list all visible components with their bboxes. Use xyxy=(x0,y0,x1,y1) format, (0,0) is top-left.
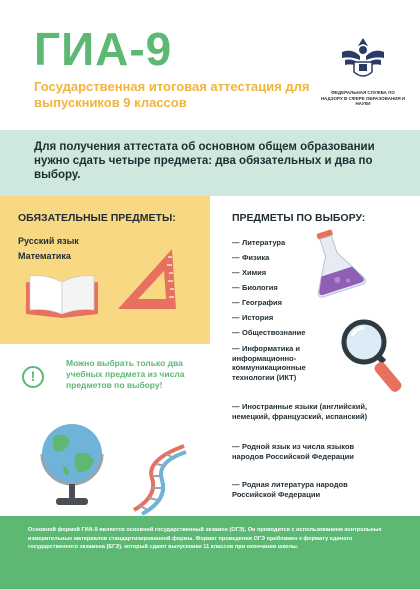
magnifier-icon xyxy=(338,316,404,402)
optional-item: — Биология xyxy=(232,283,278,292)
ruler-icon xyxy=(112,245,182,315)
optional-item: — Иностранные языки (английский, немецкий, французский, испанский) xyxy=(232,402,368,421)
dna-icon xyxy=(128,440,190,516)
intro-text: Для получения аттестата об основном общем образовании нужно сдать четыре предмета: два обязательных и два по выбору. xyxy=(34,141,375,181)
logo-text: ФЕДЕРАЛЬНАЯ СЛУЖБА ПО НАДЗОРУ В СФЕРЕ ОБРАЗОВАНИЯ И НАУКИ xyxy=(320,90,406,106)
optional-item: — География xyxy=(232,298,283,307)
optional-item: — Родной язык из числа языков народов Российской Федерации xyxy=(232,442,355,461)
exclamation-icon: ! xyxy=(22,366,44,388)
optional-item: — Обществознание xyxy=(232,328,306,337)
page-subtitle: Государственная итоговая аттестация для выпускников 9 классов xyxy=(34,79,310,110)
logo-emblem xyxy=(338,34,388,84)
optional-item: — Химия xyxy=(232,268,267,277)
flask-icon xyxy=(298,228,370,298)
note-text: Можно выбрать только два учебных предмета из числа предметов по выбору! xyxy=(66,358,185,390)
optional-item: — Информатика и информационно-коммуникационные технологии (ИКТ) xyxy=(232,344,306,382)
optional-item: — Родная литература народов Российской Федерации xyxy=(232,480,348,499)
mandatory-item: Русский язык xyxy=(18,236,79,246)
mandatory-item: Математика xyxy=(18,251,71,261)
globe-icon xyxy=(34,414,114,510)
optional-heading: ПРЕДМЕТЫ ПО ВЫБОРУ: xyxy=(232,212,366,224)
mandatory-heading: ОБЯЗАТЕЛЬНЫЕ ПРЕДМЕТЫ: xyxy=(18,212,176,224)
book-icon xyxy=(22,268,102,320)
optional-item: — История xyxy=(232,313,274,322)
optional-item: — Физика xyxy=(232,253,270,262)
footer-text: Основной формой ГИА-9 является основной государственный экзамен (ОГЭ). Он проводится с использованием контрольных измерительных материалов стандартизированной формы. Формат проведения ОГЭ приближен к формату единого государственного экзамена (ЕГЭ), который сдают выпускники 11 классов при окончании школы. xyxy=(28,527,382,550)
optional-item: — Литература xyxy=(232,238,286,247)
page-title: ГИА-9 xyxy=(34,23,173,75)
